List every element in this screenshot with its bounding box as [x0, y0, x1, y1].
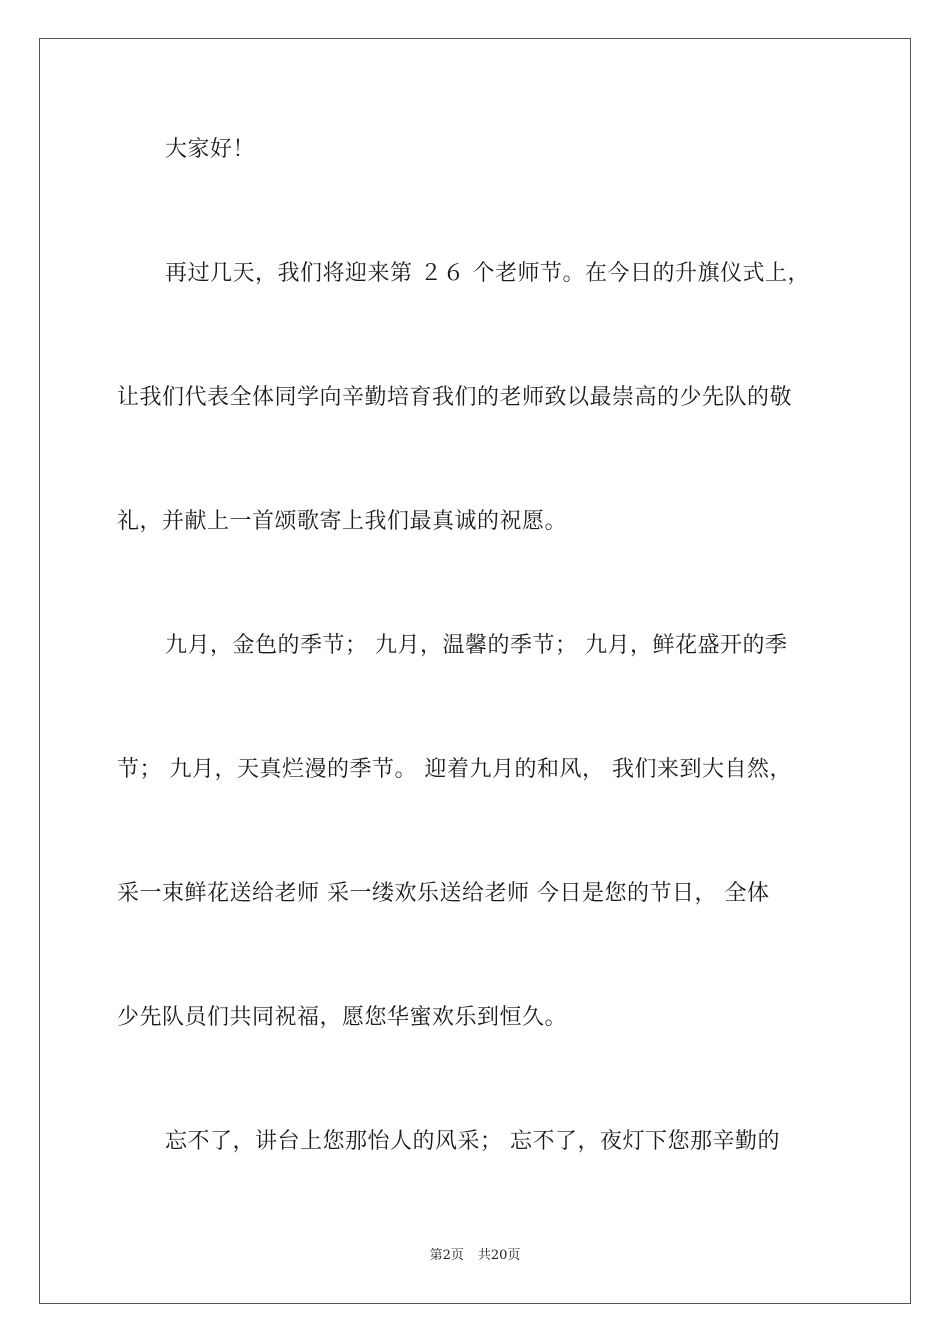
paragraph-line: 少先队员们共同祝福，愿您华蜜欢乐到恒久。 — [117, 1005, 568, 1030]
paragraph-line: 节； 九月，天真烂漫的季节。 迎着九月的和风， 我们来到大自然， — [117, 757, 792, 782]
paragraph-line: 忘不了，讲台上您那怡人的风采； 忘不了，夜灯下您那辛勤的 — [165, 1129, 780, 1154]
greeting-line: 大家好！ — [165, 137, 256, 162]
page-total: 共20页 — [477, 1248, 521, 1263]
paragraph-line: 九月，金色的季节； 九月，温馨的季节； 九月，鲜花盛开的季 — [165, 633, 788, 658]
paragraph-line: 再过几天，我们将迎来第 ２６ 个老师节。在今日的升旗仪式上， — [165, 261, 810, 286]
paragraph-line: 礼，并献上一首颂歌寄上我们最真诚的祝愿。 — [117, 509, 568, 534]
page-footer — [0, 1247, 950, 1265]
page-border — [39, 38, 911, 1304]
paragraph-line: 让我们代表全体同学向辛勤培育我们的老师致以最崇高的少先队的敬 — [117, 385, 793, 410]
page-number: 第2页 — [429, 1248, 464, 1263]
paragraph-line: 采一束鲜花送给老师 采一缕欢乐送给老师 今日是您的节日， 全体 — [117, 881, 770, 906]
